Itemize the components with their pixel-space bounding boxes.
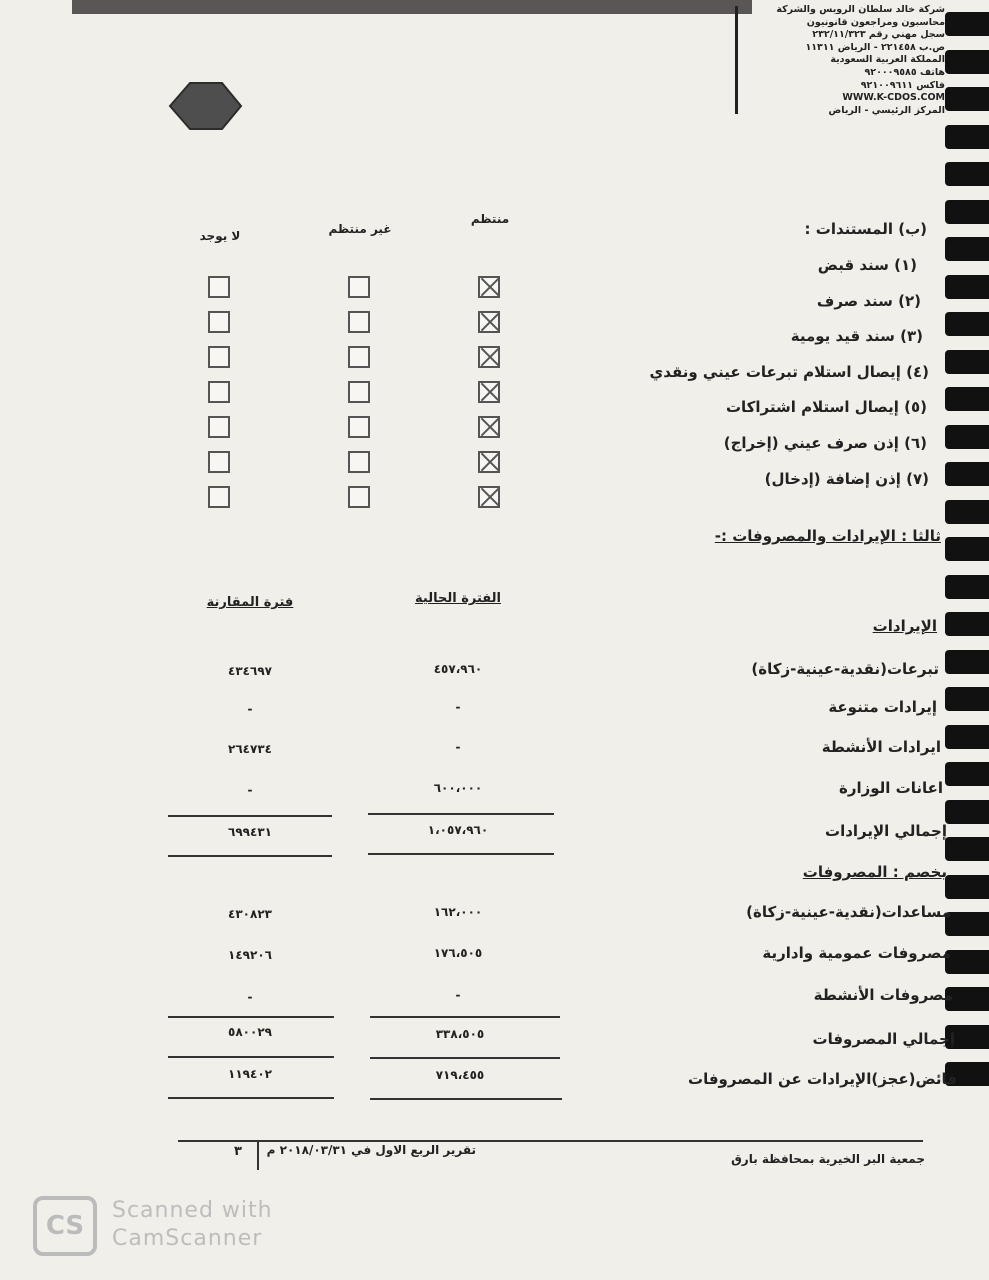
col-irregular-header: غير منتظم [328, 222, 392, 236]
revenues-row-label: تبرعات(نقدية-عينية-زكاة) [751, 660, 939, 678]
letterhead-line: المملكة العربية السعودية [830, 54, 945, 66]
revenues-row-current: - [455, 700, 461, 714]
letterhead-line: WWW.K-CDOS.COM [842, 92, 945, 104]
total-revenues-current: ١،٠٥٧،٩٦٠ [427, 823, 489, 837]
letterhead-line: محاسبون ومراجعون قانونيون [806, 16, 945, 28]
binding-ring [945, 237, 989, 261]
binding-ring [945, 800, 989, 824]
expenses-row-compare: - [247, 990, 253, 1004]
rule [168, 815, 332, 817]
expenses-row-label: مصروفات عمومية وادارية [762, 944, 951, 962]
revenues-row-compare: ٢٦٤٧٣٤ [228, 742, 272, 756]
col-regular-header: منتظم [470, 212, 510, 226]
footer-separator [257, 1140, 259, 1170]
binding-ring [945, 762, 989, 786]
revenues-row-current: - [455, 740, 461, 754]
binding-ring [945, 650, 989, 674]
binding-ring [945, 687, 989, 711]
letterhead-line: شركة خالد سلطان الرويس والشركة [776, 4, 945, 15]
rule [370, 1016, 560, 1018]
binding-ring [945, 837, 989, 861]
binding-ring [945, 350, 989, 374]
auditor-letterhead [745, 4, 945, 117]
regular-checkbox[interactable] [478, 276, 500, 298]
binding-ring [945, 462, 989, 486]
binding-ring [945, 612, 989, 636]
expenses-row-current: - [455, 988, 461, 1002]
irregular-checkbox[interactable] [348, 486, 370, 508]
binding-ring [945, 50, 989, 74]
letterhead-line: ص.ب ٢٢١٤٥٨ - الرياض ١١٣١١ [805, 41, 945, 53]
income-section-title: ثالثا : الإيرادات والمصروفات :- [714, 527, 941, 545]
binding-ring [945, 200, 989, 224]
binding-ring [945, 725, 989, 749]
letterhead-line: المركز الرئيسي - الرياض [828, 104, 945, 116]
binding-ring [945, 87, 989, 111]
revenues-row-current: ٤٥٧،٩٦٠ [433, 662, 483, 676]
col-none-header: لا يوجد [199, 229, 241, 243]
revenues-row-label: ايرادات الأنشطة [821, 738, 941, 756]
rule [370, 1057, 560, 1059]
document-item-label: (٧) إذن إضافة (إدخال) [764, 470, 929, 488]
watermark-line-1: Scanned with [112, 1198, 273, 1223]
document-item-label: (٢) سند صرف [816, 292, 921, 310]
document-item-label: (٥) إيصال استلام اشتراكات [725, 398, 927, 416]
binding-ring [945, 950, 989, 974]
revenues-row-compare: - [247, 702, 253, 716]
rule [168, 855, 332, 857]
top-edge-bar [72, 0, 752, 14]
col-current-header: الفترة الحالية [415, 591, 501, 606]
documents-title: (ب) المستندات : [804, 220, 927, 238]
expenses-row-label: مصروفات الأنشطة [813, 986, 953, 1004]
binding-ring [945, 912, 989, 936]
binding-ring [945, 275, 989, 299]
camscanner-logo-icon: CS [33, 1196, 97, 1256]
document-item-label: (١) سند قبض [817, 256, 917, 274]
col-compare-header: فترة المقارنة [206, 595, 294, 610]
expenses-row-label: مساعدات(نقدية-عينية-زكاة) [746, 903, 951, 921]
regular-checkbox[interactable] [478, 416, 500, 438]
footer-page-number: ٣ [234, 1144, 242, 1159]
binding-ring [945, 425, 989, 449]
letterhead-line: هاتف ٩٢٠٠٠٩٥٨٥ [864, 66, 945, 78]
letterhead-line: سجل مهني رقم ٢٣٢/١١/٣٢٣ [812, 29, 945, 41]
none-checkbox[interactable] [208, 416, 230, 438]
regular-checkbox[interactable] [478, 346, 500, 368]
footer-org: جمعية البر الخيرية بمحافظة بارق [731, 1152, 925, 1166]
irregular-checkbox[interactable] [348, 416, 370, 438]
rule [168, 1097, 334, 1099]
revenues-row-label: إيرادات متنوعة [828, 698, 937, 716]
binding-ring [945, 575, 989, 599]
revenues-row-compare: ٤٣٤٦٩٧ [228, 664, 272, 678]
total-revenues-compare: ٦٩٩٤٣١ [228, 825, 272, 839]
rule [168, 1056, 334, 1058]
irregular-checkbox[interactable] [348, 381, 370, 403]
revenues-row-compare: - [247, 783, 253, 797]
irregular-checkbox[interactable] [348, 276, 370, 298]
binding-ring [945, 125, 989, 149]
expenses-row-compare: ٤٣٠٨٢٣ [228, 907, 272, 921]
expenses-row-compare: ١٤٩٢٠٦ [228, 948, 272, 962]
spiral-binding [940, 0, 989, 1100]
surplus-compare: ١١٩٤٠٢ [228, 1067, 272, 1081]
binding-ring [945, 387, 989, 411]
total-expenses-current: ٣٣٨،٥٠٥ [435, 1027, 485, 1041]
total-expenses-label: إجمالي المصروفات [812, 1030, 955, 1048]
surplus-label: فائض(عجز)الإيرادات عن المصروفات [688, 1070, 957, 1088]
surplus-current: ٧١٩،٤٥٥ [435, 1068, 485, 1082]
total-expenses-compare: ٥٨٠٠٢٩ [228, 1025, 272, 1039]
irregular-checkbox[interactable] [348, 451, 370, 473]
document-item-label: (٤) إيصال استلام تبرعات عيني ونقدي [649, 363, 929, 381]
binding-ring [945, 875, 989, 899]
footer-report: تقرير الربع الاول في ٢٠١٨/٠٣/٣١ م [266, 1143, 476, 1157]
camscanner-watermark [112, 1197, 273, 1253]
binding-ring [945, 537, 989, 561]
rule [368, 853, 554, 855]
none-checkbox[interactable] [208, 311, 230, 333]
expenses-row-current: ١٦٢،٠٠٠ [433, 905, 483, 919]
document-item-label: (٣) سند قيد يومية [790, 327, 923, 345]
rule [368, 813, 554, 815]
none-checkbox[interactable] [208, 486, 230, 508]
expenses-row-current: ١٧٦،٥٠٥ [433, 946, 483, 960]
expenses-heading: يخصم : المصروفات [802, 863, 947, 881]
regular-checkbox[interactable] [478, 311, 500, 333]
binding-ring [945, 500, 989, 524]
binding-ring [945, 162, 989, 186]
regular-checkbox[interactable] [478, 486, 500, 508]
letterhead-divider [735, 6, 738, 114]
none-checkbox[interactable] [208, 451, 230, 473]
irregular-checkbox[interactable] [348, 311, 370, 333]
revenues-row-current: ٦٠٠،٠٠٠ [433, 781, 483, 795]
irregular-checkbox[interactable] [348, 346, 370, 368]
revenues-heading: الإيرادات [872, 617, 937, 635]
binding-ring [945, 12, 989, 36]
rule [168, 1016, 334, 1018]
total-revenues-label: إجمالي الإيرادات [825, 822, 947, 840]
none-checkbox[interactable] [208, 381, 230, 403]
letterhead-line: فاكس ٩٢١٠٠٩٦١١ [860, 79, 945, 91]
none-checkbox[interactable] [208, 276, 230, 298]
footer-rule [178, 1140, 923, 1142]
regular-checkbox[interactable] [478, 451, 500, 473]
binding-ring [945, 312, 989, 336]
regular-checkbox[interactable] [478, 381, 500, 403]
diamond-logo-icon [166, 80, 244, 132]
rule [370, 1098, 562, 1100]
watermark-line-2: CamScanner [112, 1226, 263, 1251]
none-checkbox[interactable] [208, 346, 230, 368]
document-item-label: (٦) إذن صرف عيني (إخراج) [723, 434, 927, 452]
revenues-row-label: اعانات الوزارة [838, 779, 943, 797]
